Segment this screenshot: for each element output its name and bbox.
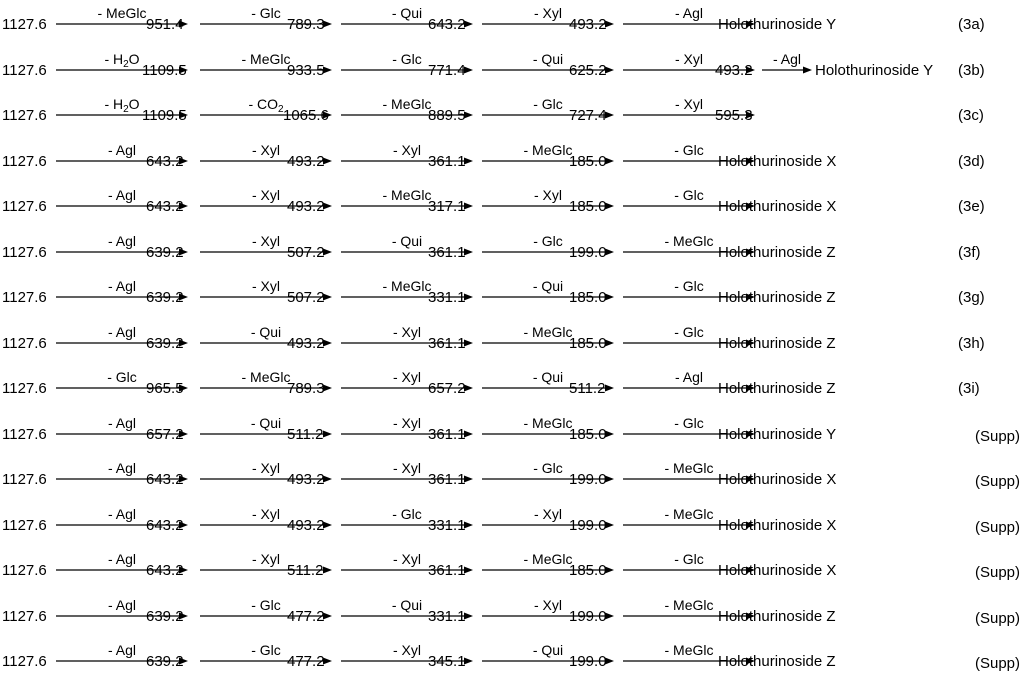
- product-name: Holothurinoside X: [718, 152, 837, 170]
- neutral-loss-label: - Glc: [674, 414, 704, 431]
- neutral-loss-label: - Xyl: [534, 5, 562, 21]
- fragment-mass: 331.1: [428, 289, 466, 306]
- fragment-mass: 507.2: [287, 289, 325, 306]
- neutral-loss-label: - Agl: [107, 232, 136, 249]
- neutral-loss-label: - $H_2O$: [104, 50, 140, 70]
- precursor-mass: 1127.6: [2, 243, 47, 261]
- precursor-mass: 1127.6: [2, 380, 47, 397]
- scheme-row: [0, 598, 1024, 642]
- neutral-loss-label: - Glc: [251, 5, 281, 21]
- neutral-loss-label: - Xyl: [534, 187, 562, 203]
- neutral-loss-label: - MeGlc: [523, 141, 573, 158]
- neutral-loss-label: - Agl: [107, 596, 136, 613]
- neutral-loss-label: - Qui: [391, 232, 423, 249]
- scheme-row: [0, 643, 1024, 687]
- fragment-mass: 493.2: [287, 471, 325, 488]
- fragment-mass: 595.3: [715, 107, 753, 124]
- fragment-mass: 493.2: [287, 152, 325, 170]
- neutral-loss-label: - Xyl: [393, 141, 421, 158]
- fragment-mass: 361.1: [428, 471, 466, 488]
- neutral-loss-label: - Glc: [392, 505, 422, 522]
- neutral-loss-label: - MeGlc: [664, 596, 714, 613]
- neutral-loss-label: - Xyl: [393, 460, 421, 476]
- fragment-mass: 493.2: [287, 516, 325, 534]
- neutral-loss-label: - Xyl: [393, 642, 421, 658]
- fragment-mass: 643.2: [146, 198, 184, 215]
- product-name: Holothurinoside Z: [718, 653, 836, 670]
- fragment-mass: 511.2: [287, 425, 324, 443]
- precursor-mass: 1127.6: [2, 152, 47, 170]
- precursor-mass: 1127.6: [2, 516, 47, 534]
- neutral-loss-label: - Agl: [107, 414, 136, 431]
- fragment-mass: 493.2: [287, 198, 325, 215]
- product-name: Holothurinoside X: [718, 198, 837, 215]
- precursor-mass: 1127.6: [2, 334, 47, 352]
- neutral-loss-label: - Qui: [532, 642, 564, 658]
- fragment-mass: 933.5: [287, 61, 325, 79]
- fragment-mass: 317.1: [428, 198, 466, 215]
- equation-reference: (Supp): [975, 427, 1021, 445]
- equation-reference: (3i): [958, 380, 980, 397]
- fragment-mass: 639.2: [146, 243, 184, 261]
- product-name: Holothurinoside Z: [718, 243, 836, 261]
- fragment-mass: 727.4: [569, 107, 607, 124]
- fragment-mass: 477.2: [287, 653, 325, 670]
- fragment-mass: 493.2: [569, 16, 607, 33]
- precursor-mass: 1127.6: [2, 425, 47, 443]
- fragment-mass: 771.4: [428, 61, 466, 79]
- equation-reference: (3d): [958, 152, 985, 170]
- scheme-row: [0, 97, 1024, 141]
- fragment-mass: 493.2: [287, 334, 325, 352]
- neutral-loss-label: - Glc: [674, 187, 704, 203]
- precursor-mass: 1127.6: [2, 289, 47, 306]
- neutral-loss-label: - Glc: [674, 278, 704, 294]
- fragment-mass: 199.0: [569, 471, 607, 488]
- neutral-loss-label: - Xyl: [252, 141, 280, 158]
- neutral-loss-label: - MeGlc: [241, 50, 291, 67]
- neutral-loss-label: - MeGlc: [382, 278, 432, 294]
- equation-reference: (3e): [958, 198, 985, 215]
- scheme-row: [0, 461, 1024, 505]
- scheme-row: [0, 188, 1024, 232]
- fragment-mass: 643.2: [146, 152, 184, 170]
- fragment-mass: 951.4: [146, 16, 184, 33]
- precursor-mass: 1127.6: [2, 607, 47, 625]
- equation-reference: (Supp): [975, 609, 1021, 627]
- neutral-loss-label: - MeGlc: [523, 323, 573, 340]
- neutral-loss-label: - Qui: [391, 5, 423, 21]
- neutral-loss-label: - Qui: [532, 278, 564, 294]
- neutral-loss-label: - MeGlc: [664, 505, 714, 522]
- neutral-loss-label: - MeGlc: [523, 414, 573, 431]
- neutral-loss-label: - MeGlc: [241, 369, 291, 385]
- fragment-mass: 361.1: [428, 243, 466, 261]
- scheme-row: [0, 52, 1024, 96]
- fragment-mass: 625.2: [569, 61, 607, 79]
- neutral-loss-label: - MeGlc: [382, 187, 432, 203]
- neutral-loss-label: - Agl: [674, 369, 703, 385]
- product-name: Holothurinoside Y: [718, 16, 837, 33]
- fragment-mass: 199.0: [569, 653, 607, 670]
- equation-reference: (Supp): [975, 473, 1021, 490]
- fragment-mass: 1065.6: [283, 107, 329, 124]
- scheme-row: [0, 279, 1024, 323]
- neutral-loss-label: - Glc: [674, 323, 704, 340]
- fragment-mass: 493.2: [715, 61, 753, 79]
- neutral-loss-label: - Xyl: [252, 278, 280, 294]
- reaction-arrow: [762, 66, 812, 74]
- fragment-mass: 199.0: [569, 607, 607, 625]
- neutral-loss-label: - Agl: [107, 187, 136, 203]
- equation-reference: (3a): [958, 16, 985, 33]
- precursor-mass: 1127.6: [2, 471, 47, 488]
- fragment-mass: 965.5: [146, 380, 184, 397]
- fragment-mass: 639.2: [146, 289, 184, 306]
- neutral-loss-label: - Agl: [772, 50, 801, 67]
- product-name: Holothurinoside X: [718, 562, 837, 579]
- precursor-mass: 1127.6: [2, 61, 47, 79]
- product-name: Holothurinoside Z: [718, 289, 836, 306]
- neutral-loss-label: - Xyl: [252, 187, 280, 203]
- fragment-mass: 511.2: [287, 562, 324, 579]
- fragment-mass: 789.3: [287, 16, 325, 33]
- neutral-loss-label: - Glc: [107, 369, 137, 385]
- fragment-mass: 643.2: [428, 16, 466, 33]
- product-name: Holothurinoside Z: [718, 380, 836, 397]
- fragment-mass: 361.1: [428, 152, 466, 170]
- neutral-loss-label: - Agl: [107, 505, 136, 522]
- neutral-loss-label: - Qui: [532, 50, 564, 67]
- equation-reference: (3h): [958, 334, 985, 352]
- neutral-loss-label: - Xyl: [252, 551, 280, 567]
- fragment-mass: 639.2: [146, 334, 184, 352]
- equation-reference: (3b): [958, 61, 985, 79]
- fragment-mass: 331.1: [428, 607, 466, 625]
- fragment-mass: 639.2: [146, 607, 184, 625]
- fragment-mass: 199.0: [569, 516, 607, 534]
- neutral-loss-label: - Agl: [107, 460, 136, 476]
- fragment-mass: 1109.5: [142, 107, 187, 124]
- equation-reference: (3f): [958, 243, 981, 261]
- neutral-loss-label: - Agl: [674, 5, 703, 21]
- fragment-mass: 361.1: [428, 334, 466, 352]
- neutral-loss-label: - Xyl: [393, 323, 421, 340]
- neutral-loss-label: - Qui: [532, 369, 564, 385]
- precursor-mass: 1127.6: [2, 198, 47, 215]
- neutral-loss-label: - MeGlc: [97, 5, 147, 21]
- fragment-mass: 345.1: [428, 653, 466, 670]
- product-name: Holothurinoside Z: [718, 607, 836, 625]
- neutral-loss-label: - Xyl: [393, 369, 421, 385]
- product-name: Holothurinoside X: [718, 516, 837, 534]
- fragment-mass: 789.3: [287, 380, 325, 397]
- neutral-loss-label: - Qui: [250, 414, 282, 431]
- neutral-loss-label: - Xyl: [534, 505, 562, 522]
- scheme-row: [0, 552, 1024, 596]
- equation-reference: (3g): [958, 289, 985, 306]
- neutral-loss-label: - Xyl: [534, 596, 562, 613]
- neutral-loss-label: - Xyl: [393, 551, 421, 567]
- fragment-mass: 185.0: [569, 289, 607, 306]
- loss-step: [762, 51, 812, 91]
- neutral-loss-label: - Glc: [674, 551, 704, 567]
- fragment-mass: 643.2: [146, 516, 184, 534]
- neutral-loss-label: - MeGlc: [664, 642, 714, 658]
- fragment-mass: 889.5: [428, 107, 466, 124]
- neutral-loss-label: - Qui: [391, 596, 423, 613]
- precursor-mass: 1127.6: [2, 562, 47, 579]
- fragment-mass: 185.0: [569, 425, 607, 443]
- neutral-loss-label: - Agl: [107, 323, 136, 340]
- neutral-loss-label: - MeGlc: [523, 551, 573, 567]
- fragment-mass: 185.0: [569, 334, 607, 352]
- scheme-row: [0, 416, 1024, 460]
- neutral-loss-label: - MeGlc: [664, 460, 714, 476]
- scheme-row: [0, 143, 1024, 187]
- neutral-loss-label: - Xyl: [252, 232, 280, 249]
- scheme-row: [0, 325, 1024, 369]
- neutral-loss-label: - Agl: [107, 642, 136, 658]
- fragment-mass: 1109.5: [142, 61, 187, 79]
- scheme-row: [0, 234, 1024, 278]
- precursor-mass: 1127.6: [2, 16, 47, 33]
- fragment-mass: 639.2: [146, 653, 184, 670]
- scheme-row: [0, 6, 1024, 50]
- fragment-mass: 185.0: [569, 152, 607, 170]
- neutral-loss-label: - Agl: [107, 551, 136, 567]
- neutral-loss-label: - Glc: [251, 596, 281, 613]
- scheme-row: [0, 370, 1024, 414]
- equation-reference: (Supp): [975, 564, 1021, 581]
- fragment-mass: 185.0: [569, 198, 607, 215]
- equation-reference: (3c): [958, 107, 984, 124]
- scheme-row: [0, 507, 1024, 551]
- neutral-loss-label: - Glc: [392, 50, 422, 67]
- fragment-mass: 507.2: [287, 243, 325, 261]
- neutral-loss-label: - Glc: [251, 642, 281, 658]
- fragment-mass: 511.2: [569, 380, 606, 397]
- neutral-loss-label: - Glc: [533, 460, 563, 476]
- fragment-mass: 361.1: [428, 562, 466, 579]
- fragment-mass: 199.0: [569, 243, 607, 261]
- product-name: Holothurinoside Y: [815, 61, 934, 79]
- neutral-loss-label: - Glc: [533, 96, 563, 112]
- fragment-mass: 657.2: [146, 425, 184, 443]
- fragment-mass: 361.1: [428, 425, 466, 443]
- neutral-loss-label: - Xyl: [393, 414, 421, 431]
- neutral-loss-label: - MeGlc: [664, 232, 714, 249]
- fragment-mass: 477.2: [287, 607, 325, 625]
- neutral-loss-label: - Agl: [107, 141, 136, 158]
- neutral-loss-label: - Glc: [674, 141, 704, 158]
- fragment-mass: 643.2: [146, 471, 184, 488]
- neutral-loss-label: - $CO_2$: [248, 96, 284, 115]
- precursor-mass: 1127.6: [2, 653, 47, 670]
- precursor-mass: 1127.6: [2, 107, 47, 124]
- neutral-loss-label: - Qui: [250, 323, 282, 340]
- neutral-loss-label: - Xyl: [252, 460, 280, 476]
- equation-reference: (Supp): [975, 655, 1021, 672]
- fragment-mass: 643.2: [146, 562, 184, 579]
- neutral-loss-label: - Agl: [107, 278, 136, 294]
- product-name: Holothurinoside Y: [718, 425, 837, 443]
- neutral-loss-label: - Xyl: [675, 96, 703, 112]
- neutral-loss-label: - $H_2O$: [104, 96, 140, 115]
- product-name: Holothurinoside Z: [718, 334, 836, 352]
- fragment-mass: 185.0: [569, 562, 607, 579]
- equation-reference: (Supp): [975, 518, 1021, 536]
- neutral-loss-label: - Xyl: [675, 50, 703, 67]
- neutral-loss-label: - MeGlc: [382, 96, 432, 112]
- fragment-mass: 331.1: [428, 516, 466, 534]
- fragment-mass: 657.2: [428, 380, 466, 397]
- neutral-loss-label: - Xyl: [252, 505, 280, 522]
- neutral-loss-label: - Glc: [533, 232, 563, 249]
- product-name: Holothurinoside X: [718, 471, 837, 488]
